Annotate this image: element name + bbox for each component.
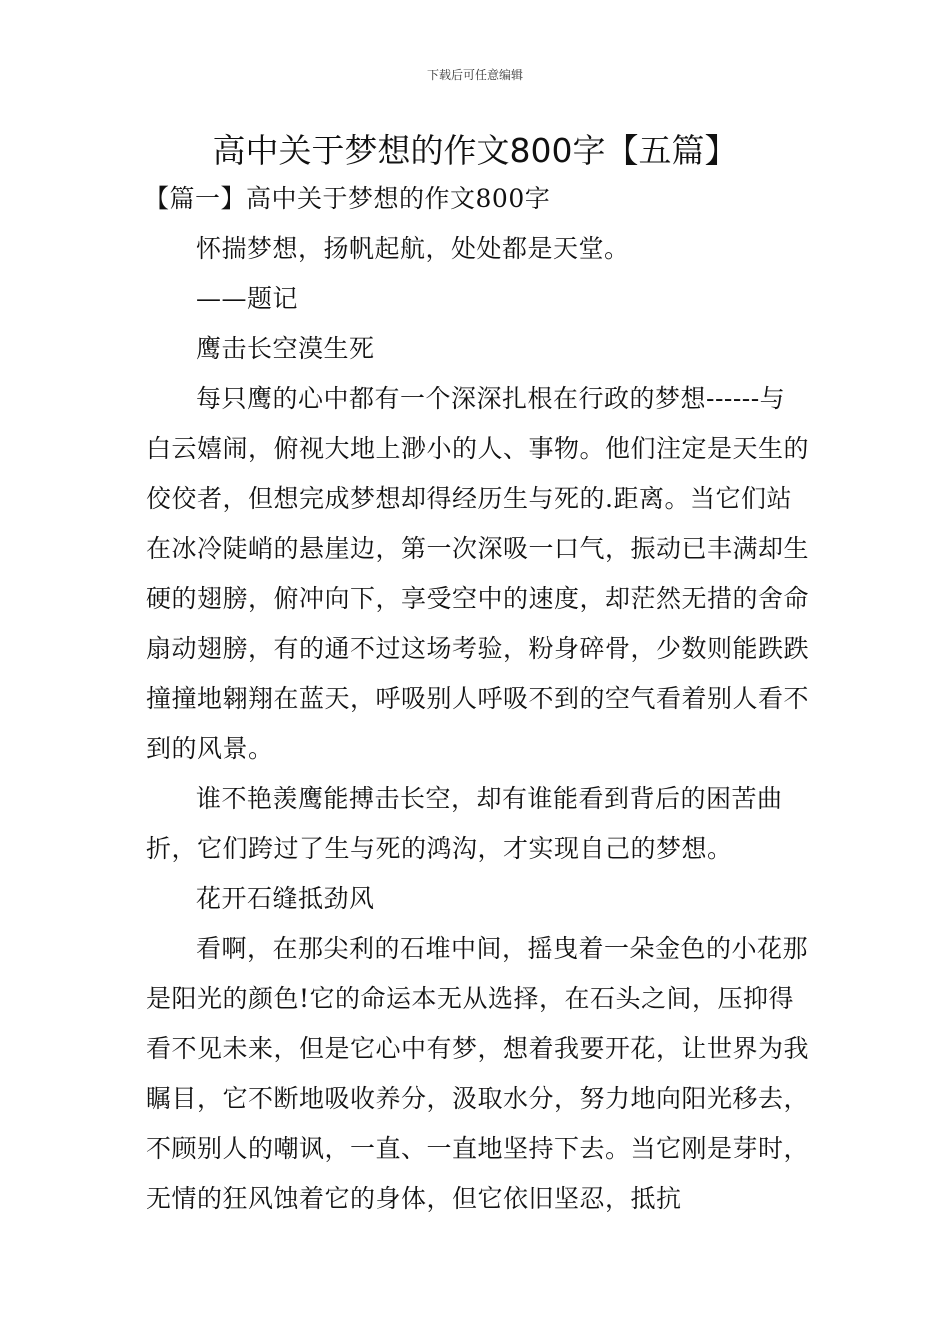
paragraph-eagle-body: 每只鹰的心中都有一个深深扎根在行政的梦想------与白云嬉闹，俯视大地上渺小的人、事物。他们注定是天生的佼佼者，但想完成梦想却得经历生与死的.距离。当它们站在冰冷陡峭的悬崖边，第一次深吸一口气，振动已丰满却生硬的翅膀，俯冲向下，享受空中的速度，却茫然无措的舍命扇动翅膀，有的通不过这场考验，粉身碎骨，少数则能跌跌撞撞地翱翔在蓝天，呼吸别人呼吸不到的空气看着别人看不到的风景。 xyxy=(146,384,810,763)
document-title: 高中关于梦想的作文800字【五篇】 xyxy=(212,131,738,170)
section-heading: 【篇一】高中关于梦想的作文800字 xyxy=(144,184,551,213)
paragraph-subheading-eagle: 鹰击长空漠生死 xyxy=(196,334,375,363)
paragraph-subheading-flower: 花开石缝抵劲风 xyxy=(196,884,375,913)
document-body xyxy=(146,174,810,1224)
paragraph-epigraph-attribution: ——题记 xyxy=(196,284,299,313)
paragraph-epigraph: 怀揣梦想，扬帆起航，处处都是天堂。 xyxy=(196,234,630,263)
header-note: 下载后可任意编辑 xyxy=(426,68,523,82)
paragraph-eagle-conclusion: 谁不艳羡鹰能搏击长空，却有谁能看到背后的困苦曲折，它们跨过了生与死的鸿沟，才实现自己的梦想。 xyxy=(146,784,783,863)
paragraph-flower-body: 看啊，在那尖利的石堆中间，摇曳着一朵金色的小花那是阳光的颜色!它的命运本无从选择，在石头之间，压抑得看不见未来，但是它心中有梦，想着我要开花，让世界为我瞩目，它不断地吸收养分，汲取水分，努力地向阳光移去，不顾别人的嘲讽，一直、一直地坚持下去。当它刚是芽时，无情的狂风蚀着它的身体，但它依旧坚忍，抵抗 xyxy=(146,934,810,1213)
